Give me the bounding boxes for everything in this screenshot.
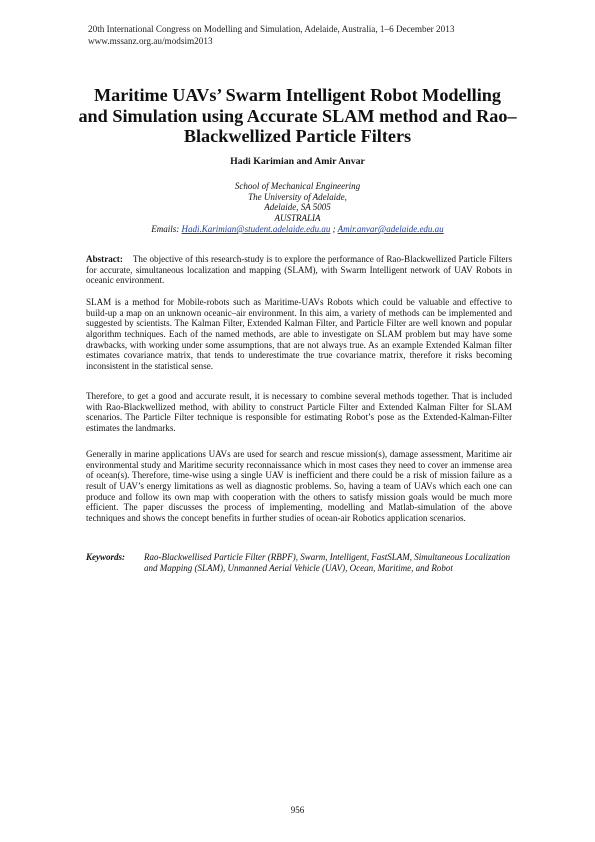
body-paragraph-3: Generally in marine applications UAVs are used for search and rescue mission(s), damage assessment, Maritime air environmental study and Maritime security reconnaissance which in most cases they need to cover an immense area of ocean(s). Therefore, time-wise using a single UAV is inefficient and there could be a risk of mission failure as a result of UAV’s energy limitations as well as diagnostic problems. So, having a team of UAVs which each one can produce and follow its own map with cooperation with the others to satisfy mission goals would be much more efficient. The paper discusses the process of implementing, modelling and Matlab-simulation of the above techniques and shows the concept benefits in further studies of ocean-air Robotics application scenarios.: [86, 449, 512, 523]
title-line-3: Blackwellized Particle Filters: [183, 126, 412, 147]
authors: Hadi Karimian and Amir Anvar: [230, 156, 365, 167]
body-paragraph-1: SLAM is a method for Mobile-robots such as Maritime-UAVs Robots which could be valuable and effective to build-up a map on an unknown oceanic–air environment. In this aim, a variety of methods can be implemented and suggested by scientists. The Kalman Filter, Extended Kalman Filter, and Particle Filter are well known and popular algorithm techniques. Each of the named methods, are able to investigate on SLAM problem but may have some drawbacks, with working under some assumptions, that are not always true. As an example Extended Kalman filter estimates covariance matrix, that tends to underestimate the true covariance matrix, therefore it risks becoming inconsistent in the statistical sense.: [86, 297, 512, 371]
affiliation-line-3: Adelaide, SA 5005: [264, 202, 331, 213]
email-separator: ;: [332, 224, 336, 234]
affiliation-line-2: The University of Adelaide,: [248, 191, 347, 202]
conference-header: [88, 24, 454, 47]
conference-url: www.mssanz.org.au/modsim2013: [88, 35, 213, 46]
affiliation: [0, 181, 595, 223]
conference-name: 20th International Congress on Modelling and Simulation, Adelaide, Australia, 1–6 December 2013: [88, 24, 455, 34]
title-line-1: Maritime UAVs’ Swarm Intelligent Robot Modelling: [94, 85, 501, 105]
email-link-1[interactable]: Hadi.Karimian@student.adelaide.edu.au: [181, 224, 331, 234]
affiliation-line-1: School of Mechanical Engineering: [234, 181, 361, 191]
keywords-text: Rao-Blackwellised Particle Filter (RBPF), Swarm, Intelligent, FastSLAM, Simultaneous Localization and Mapping (SLAM), Unmanned Aerial Vehicle (UAV), Ocean, Maritime, and Robot: [144, 552, 510, 573]
abstract-text: The objective of this research-study is to explore the performance of Rao-Blackwellized Particle Filters for accurate, simultaneous localization and mapping (SLAM), with Swarm Intelligent network of UAV Robots in oceanic environment.: [86, 254, 512, 286]
abstract: [86, 254, 512, 286]
title-line-2: and Simulation using Accurate SLAM method and Rao–: [78, 105, 517, 126]
page-number: 956: [290, 805, 305, 815]
body-paragraph-2: Therefore, to get a good and accurate result, it is necessary to combine several methods together. That is included with Rao-Blackwellized method, with ability to construct Particle Filter and Extended Kalman Filter for SLAM scenarios. The Particle Filter technique is responsible for estimating Robot’s pose as the Extended-Kalman-Filter estimates the landmarks.: [86, 391, 512, 433]
keywords-label: Keywords:: [86, 552, 125, 562]
affiliation-line-4: AUSTRALIA: [274, 212, 321, 223]
paper-title: [60, 85, 535, 147]
abstract-label: Abstract:: [86, 254, 123, 264]
email-link-2[interactable]: Amir.anvar@adelaide.edu.au: [337, 224, 444, 234]
emails: [0, 224, 595, 234]
emails-label: Emails:: [151, 224, 180, 234]
